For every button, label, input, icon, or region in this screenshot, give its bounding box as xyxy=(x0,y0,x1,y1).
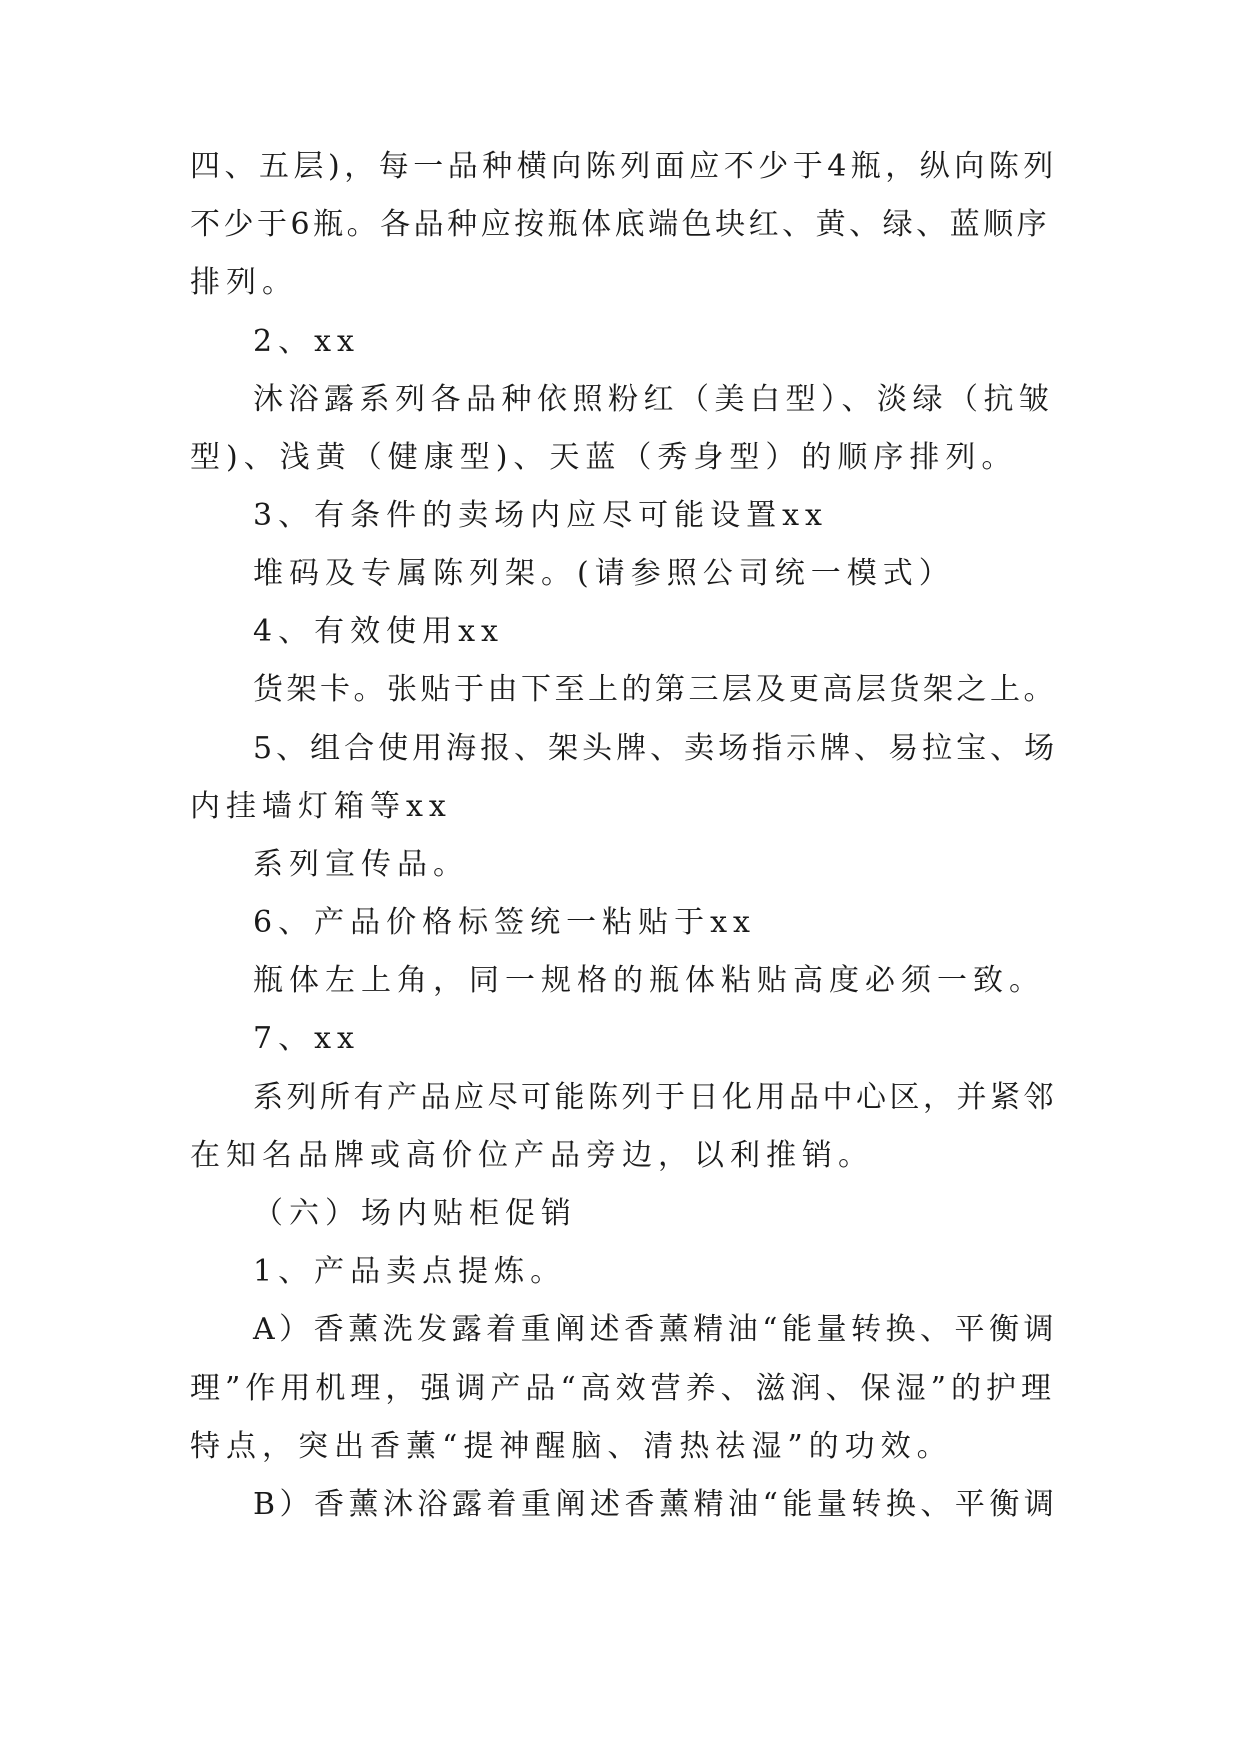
text-line: A）香薰洗发露着重阐述香薰精油“能量转换、平衡调 xyxy=(253,1312,1059,1347)
text-line: 1、产品卖点提炼。 xyxy=(253,1254,567,1289)
text-line: 特点，突出香薰“提神醒脑、清热祛湿”的功效。 xyxy=(190,1429,953,1464)
text-line: 内挂墙灯箱等xx xyxy=(190,789,452,824)
text-line: 理”作用机理，强调产品“高效营养、滋润、保湿”的护理 xyxy=(190,1371,1057,1406)
text-line: 瓶体左上角，同一规格的瓶体粘贴高度必须一致。 xyxy=(253,963,1045,998)
text-line: 系列所有产品应尽可能陈列于日化用品中心区，并紧邻 xyxy=(253,1080,1057,1115)
text-line: B）香薰沐浴露着重阐述香薰精油“能量转换、平衡调 xyxy=(253,1487,1059,1522)
text-line: 四、五层)，每一品种横向陈列面应不少于4瓶，纵向陈列 xyxy=(190,149,1058,184)
text-line: 7、xx xyxy=(253,1021,360,1056)
text-line: （六）场内贴柜促销 xyxy=(253,1196,577,1231)
text-line: 5、组合使用海报、架头牌、卖场指示牌、易拉宝、场 xyxy=(253,731,1059,766)
text-line: 系列宣传品。 xyxy=(253,847,469,882)
text-line: 堆码及专属陈列架。(请参照公司统一模式） xyxy=(253,556,955,591)
text-line: 3、有条件的卖场内应尽可能设置xx xyxy=(253,498,828,533)
text-line: 不少于6瓶。各品种应按瓶体底端色块红、黄、绿、蓝顺序 xyxy=(190,207,1051,242)
text-line: 型)、浅黄（健康型)、天蓝（秀身型）的顺序排列。 xyxy=(190,440,1018,475)
text-line: 沐浴露系列各品种依照粉红（美白型）、淡绿（抗皱 xyxy=(253,382,1055,417)
text-line: 排列。 xyxy=(190,265,298,300)
text-line: 2、xx xyxy=(253,324,360,359)
text-line: 6、产品价格标签统一粘贴于xx xyxy=(253,905,756,940)
text-line: 在知名品牌或高价位产品旁边，以利推销。 xyxy=(190,1138,874,1173)
text-line: 4、有效使用xx xyxy=(253,614,504,649)
text-line: 货架卡。张贴于由下至上的第三层及更高层货架之上。 xyxy=(253,672,1057,707)
